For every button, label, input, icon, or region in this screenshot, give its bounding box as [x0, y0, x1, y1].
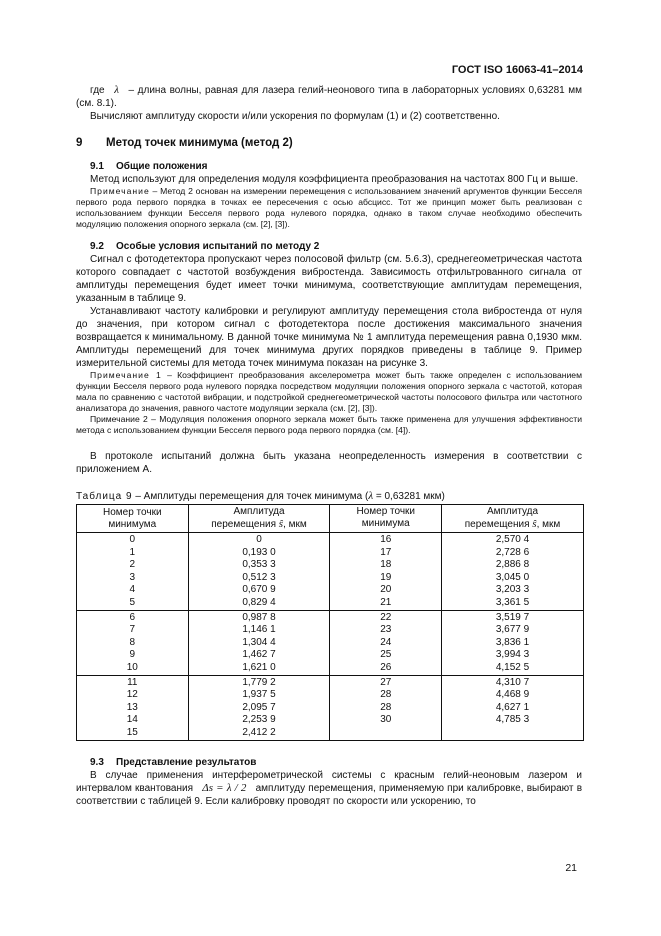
table-cell: 1,779 2	[188, 675, 330, 689]
table-cell: 1,937 5	[188, 689, 330, 702]
subsection-9-1-heading	[76, 160, 582, 173]
standard-code: ГОСТ ISO 16063-41–2014	[451, 64, 583, 76]
table-cell: 3,519 7	[442, 610, 584, 624]
quantization-formula: Δs = λ / 2	[202, 781, 247, 794]
table-row	[77, 533, 584, 547]
table-cell: 0,193 0	[188, 547, 330, 560]
table-row	[77, 662, 584, 675]
table-cell: 3,203 3	[442, 584, 584, 597]
table-cell: 17	[330, 547, 442, 560]
table-cell: 3,677 9	[442, 624, 584, 637]
subsection-9-2-paragraph-2: Устанавливают частоту калибровки и регулируют амплитуду перемещения стола вибростенда от нуля до значения, при котором сигнал с фотодетектора после достижения максимального значения возвращается к минимальному. В данной точке минимума № 1 амплитуда перемещения равна 0,1930 мкм. Амплитуды перемещений для точек минимума других порядков приведены в таблице 9. Пример измерительной системы для метода точек минимума показан на рисунке 3.	[76, 306, 582, 369]
table-cell: 1,462 7	[188, 649, 330, 662]
table-cell	[442, 727, 584, 740]
subsection-9-3-number: 9.3	[90, 756, 104, 768]
table-cell: 10	[77, 662, 189, 675]
table-cell: 0	[188, 533, 330, 547]
table-cell: 4,627 1	[442, 702, 584, 715]
table-cell: 1,621 0	[188, 662, 330, 675]
table-cell: 2,570 4	[442, 533, 584, 547]
table-cell: 4,468 9	[442, 689, 584, 702]
table-cell: 0,829 4	[188, 597, 330, 610]
table-cell: 4,310 7	[442, 675, 584, 689]
subsection-9-2-paragraph-1: Сигнал с фотодетектора пропускают через полосовой фильтр (см. 5.6.3), среднегеометрическая частота которого совпадает с частотой возбуждения вибростенда. Зависимость отфильтрованного сигнала от амплитуды перемещения будет имеет точки минимума, соответствующие амплитудам перемещения, указанным в таблице 9.	[76, 254, 582, 304]
table-cell: 11	[77, 675, 189, 689]
table-cell: 7	[77, 624, 189, 637]
table-9-caption-tail: = 0,63281 мкм)	[373, 491, 445, 502]
col-4-symbol: ŝ	[532, 518, 537, 530]
table-cell: 2,095 7	[188, 702, 330, 715]
subsection-9-2-note-2	[76, 414, 582, 436]
table-cell: 2,728 6	[442, 547, 584, 560]
subsection-9-2-number: 9.2	[90, 241, 104, 252]
col-2-line-1: Амплитуда	[233, 506, 285, 517]
page-body	[76, 84, 582, 808]
table-cell: 3,045 0	[442, 572, 584, 585]
table-cell: 3,361 5	[442, 597, 584, 610]
table-row	[77, 597, 584, 610]
table-9-caption-lambda: λ	[368, 490, 374, 502]
table-9-col-2-header	[188, 505, 330, 533]
table-cell: 14	[77, 714, 189, 727]
table-cell: 16	[330, 533, 442, 547]
col-2-symbol: ŝ	[278, 518, 284, 530]
col-4-line-1: Амплитуда	[486, 506, 539, 517]
table-row	[77, 702, 584, 715]
lambda-symbol: λ	[114, 84, 119, 96]
para-post: амплитуду перемещения, применяемую при калибровке, выбирают в соответствии с таблицей 9. Если калибровку проводят по скорости или ускорению, то	[76, 782, 583, 807]
table-row	[77, 727, 584, 740]
table-row	[77, 637, 584, 650]
note-1-text: – Коэффициент преобразования акселерометра может быть также определен с использованием функции Бесселя первого рода нулевого порядка посредством модуляции положения опорного зеркала с частотой, которая мала по сравнению с частотой вибрации, и подстройкой среднегеометрической частоты полосового фильтра или частотного анализатора до значения, равного частоте модуляции зеркала (см. [2], [3]).	[76, 370, 582, 413]
subsection-9-1-title: Общие положения	[116, 161, 208, 172]
col-4-line-2: перемещения	[464, 519, 530, 530]
table-9-col-1-header: Номер точки минимума	[77, 505, 189, 533]
table-cell: 30	[330, 714, 442, 727]
table-cell: 0,670 9	[188, 584, 330, 597]
table-9-header-row	[77, 505, 584, 533]
table-cell: 24	[330, 637, 442, 650]
section-9-title: Метод точек минимума (метод 2)	[106, 137, 293, 149]
subsection-9-3-heading	[76, 756, 582, 769]
col-2-unit: , мкм	[283, 519, 307, 530]
subsection-9-2-heading	[76, 240, 582, 253]
table-9-body	[77, 533, 584, 741]
note-2-text: – Модуляция положения опорного зеркала может быть также применена для улучшения эффективности метода с использованием функции Бесселя первого рода первого порядка (см. [4]).	[76, 414, 582, 435]
lambda-post: – длина волны, равная для лазера гелий-неонового типа в лабораторных условиях 0,63281 мм (см. 8.1).	[76, 85, 583, 109]
table-cell: 9	[77, 649, 189, 662]
table-row	[77, 689, 584, 702]
subsection-9-2-title: Особые условия испытаний по методу 2	[116, 241, 320, 252]
table-cell: 20	[330, 584, 442, 597]
subsection-9-3-paragraph	[76, 769, 582, 808]
table-row	[77, 547, 584, 560]
note-text: – Метод 2 основан на измерении перемещения с использованием значений аргументов функции Бесселя первого рода первого порядка в точках ее пересечения с осью абсцисс. Тот же принцип может быть реализован с использованием функции Бесселя первого рода нулевого порядка, однако в таком случае необходимо обеспечить модуляцию положения опорного зеркала (см. [2], [3]).	[76, 186, 582, 229]
page-number: 21	[565, 862, 577, 874]
lambda-definition	[76, 84, 582, 110]
table-9-caption-text: – Амплитуды перемещения для точек минимума (	[132, 491, 369, 502]
para-pre: В случае применения интерферометрической системы с красным гелий-неоновым лазером и интервалом квантования	[76, 769, 582, 794]
table-cell	[330, 727, 442, 740]
note-label: Примечание	[90, 186, 150, 196]
table-cell: 21	[330, 597, 442, 610]
table-cell: 22	[330, 610, 442, 624]
table-cell: 0,512 3	[188, 572, 330, 585]
table-cell: 1,146 1	[188, 624, 330, 637]
table-cell: 23	[330, 624, 442, 637]
table-cell: 28	[330, 689, 442, 702]
table-cell: 2,412 2	[188, 727, 330, 740]
note-2-label: Примечание 2	[90, 414, 148, 424]
table-9-caption	[76, 490, 582, 503]
table-cell: 0,987 8	[188, 610, 330, 624]
table-row	[77, 714, 584, 727]
calc-line: Вычисляют амплитуду скорости и/или ускорения по формулам (1) и (2) соответственно.	[90, 111, 500, 122]
table-9	[76, 504, 584, 741]
subsection-9-1-note	[76, 186, 582, 230]
note-1-label: Примечание 1	[90, 370, 162, 380]
col-2-line-2: перемещения	[211, 519, 276, 530]
table-row	[77, 675, 584, 689]
table-cell: 3,836 1	[442, 637, 584, 650]
table-9-col-4-header	[442, 505, 584, 533]
table-cell: 19	[330, 572, 442, 585]
table-9-col-3-header: Номер точки минимума	[330, 505, 442, 533]
table-cell: 2	[77, 559, 189, 572]
table-row	[77, 610, 584, 624]
table-row	[77, 559, 584, 572]
table-cell: 0,353 3	[188, 559, 330, 572]
subsection-9-3-title: Представление результатов	[116, 756, 257, 768]
table-cell: 4,785 3	[442, 714, 584, 727]
table-cell: 2,253 9	[188, 714, 330, 727]
table-cell: 8	[77, 637, 189, 650]
section-9-heading	[76, 137, 582, 150]
lambda-pre: где	[90, 85, 105, 96]
table-cell: 18	[330, 559, 442, 572]
subsection-9-1-number: 9.1	[90, 161, 104, 172]
subsection-9-2-note-1	[76, 370, 582, 414]
subsection-9-1-paragraph: Метод используют для определения модуля коэффициента преобразования на частотах 800 Гц и выше.	[90, 174, 579, 185]
table-cell: 3	[77, 572, 189, 585]
subsection-9-2-paragraph-3: В протоколе испытаний должна быть указана неопределенность измерения в соответствии с приложением А.	[76, 451, 582, 475]
table-cell: 28	[330, 702, 442, 715]
table-cell: 6	[77, 610, 189, 624]
table-cell: 0	[77, 533, 189, 547]
table-cell: 4	[77, 584, 189, 597]
table-cell: 3,994 3	[442, 649, 584, 662]
table-row	[77, 572, 584, 585]
table-cell: 27	[330, 675, 442, 689]
table-cell: 1	[77, 547, 189, 560]
col-4-unit: , мкм	[536, 519, 561, 530]
table-cell: 25	[330, 649, 442, 662]
table-cell: 2,886 8	[442, 559, 584, 572]
table-row	[77, 624, 584, 637]
table-cell: 26	[330, 662, 442, 675]
table-cell: 15	[77, 727, 189, 740]
table-row	[77, 584, 584, 597]
table-9-label: Таблица 9	[76, 491, 133, 502]
table-cell: 13	[77, 702, 189, 715]
table-cell: 5	[77, 597, 189, 610]
table-cell: 4,152 5	[442, 662, 584, 675]
table-row	[77, 649, 584, 662]
table-cell: 1,304 4	[188, 637, 330, 650]
table-cell: 12	[77, 689, 189, 702]
section-9-number: 9	[76, 137, 83, 149]
